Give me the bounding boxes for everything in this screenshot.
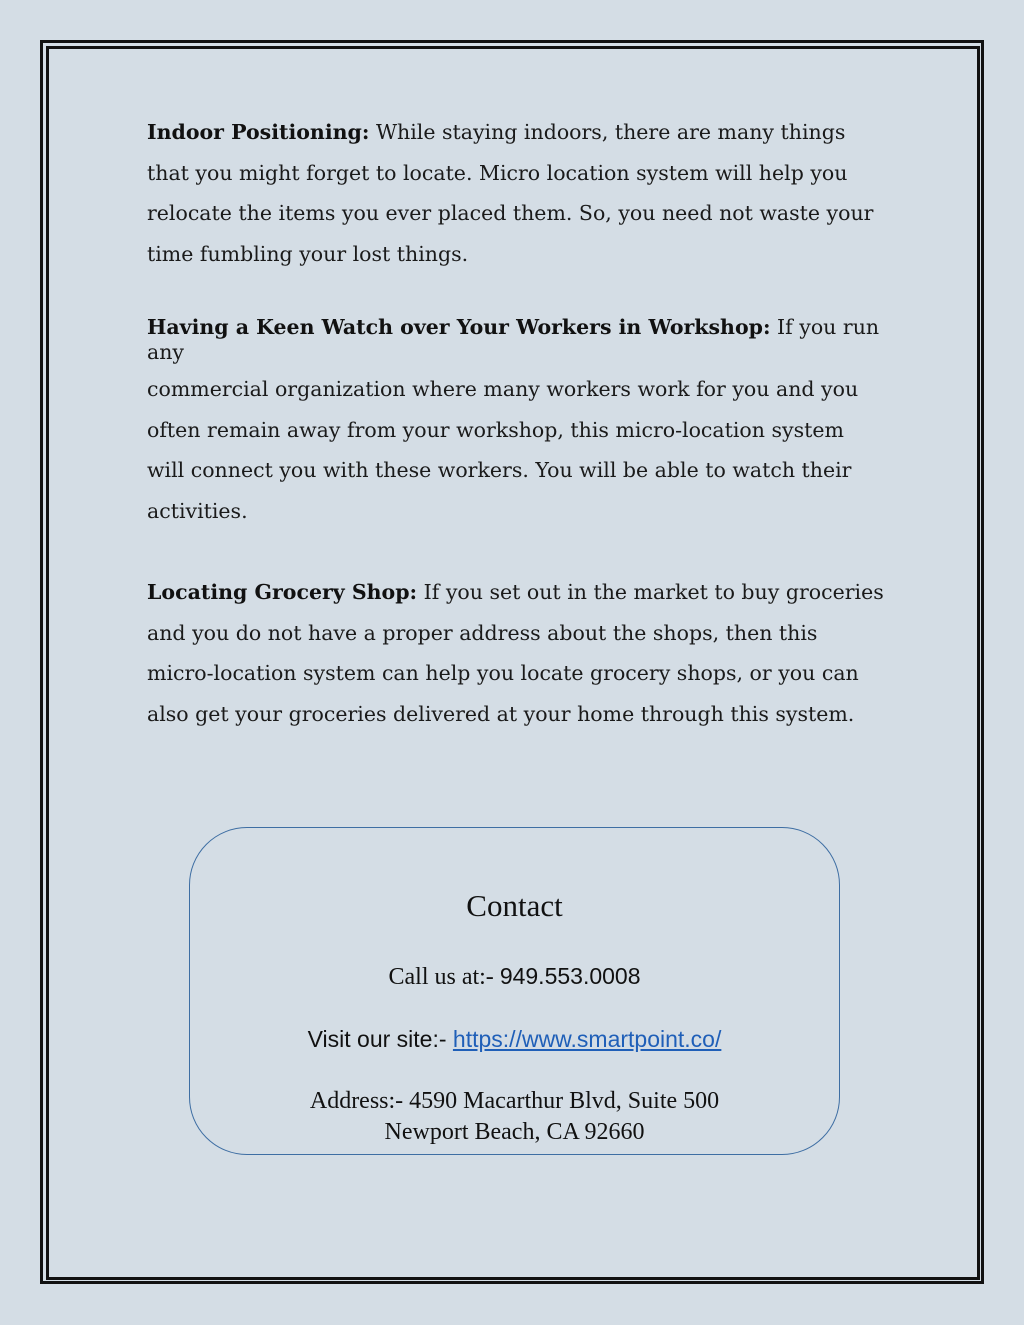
call-label: Call us at:-: [388, 964, 500, 990]
heading-indoor-positioning: Indoor Positioning:: [147, 120, 370, 144]
text-indoor-positioning: While staying indoors, there are many things that you might forget to locate. Micro location system will help you relocate the items you ever placed them. So, you need not waste your time fumbling your lost things.: [147, 120, 874, 266]
body-text: [147, 112, 887, 734]
paragraph-workers-heading: [147, 315, 887, 365]
phone-number[interactable]: 949.553.0008: [499, 963, 641, 989]
contact-title: Contact: [466, 888, 563, 923]
address: [190, 1086, 839, 1148]
paragraph-workers-body: [147, 369, 887, 531]
paragraph-grocery-shop: [147, 572, 887, 734]
text-workers-lead: If you run any: [147, 314, 880, 364]
paragraph-indoor-positioning: [147, 112, 887, 274]
heading-workers: Having a Keen Watch over Your Workers in Workshop:: [147, 314, 771, 339]
text-workers-body: commercial organization where many workers work for you and you often remain away from your workshop, this micro-location system will connect you with these workers. You will be able to watch their activities.: [147, 376, 859, 523]
visit-label: Visit our site:-: [307, 1026, 453, 1052]
text-grocery-shop: If you set out in the market to buy groceries and you do not have a proper address about the shops, then this micro-location system can help you locate grocery shops, or you can also get your groceries delivered at your home through this system.: [147, 579, 884, 726]
address-line-1: Address:- 4590 Macarthur Blvd, Suite 500: [309, 1088, 720, 1114]
heading-grocery-shop: Locating Grocery Shop:: [147, 579, 418, 604]
website-link[interactable]: https://www.smartpoint.co/: [452, 1026, 722, 1052]
address-line-2: Newport Beach, CA 92660: [384, 1119, 645, 1145]
contact-box: [189, 827, 840, 1155]
visit-line: [190, 1026, 839, 1053]
call-line: [190, 963, 839, 991]
